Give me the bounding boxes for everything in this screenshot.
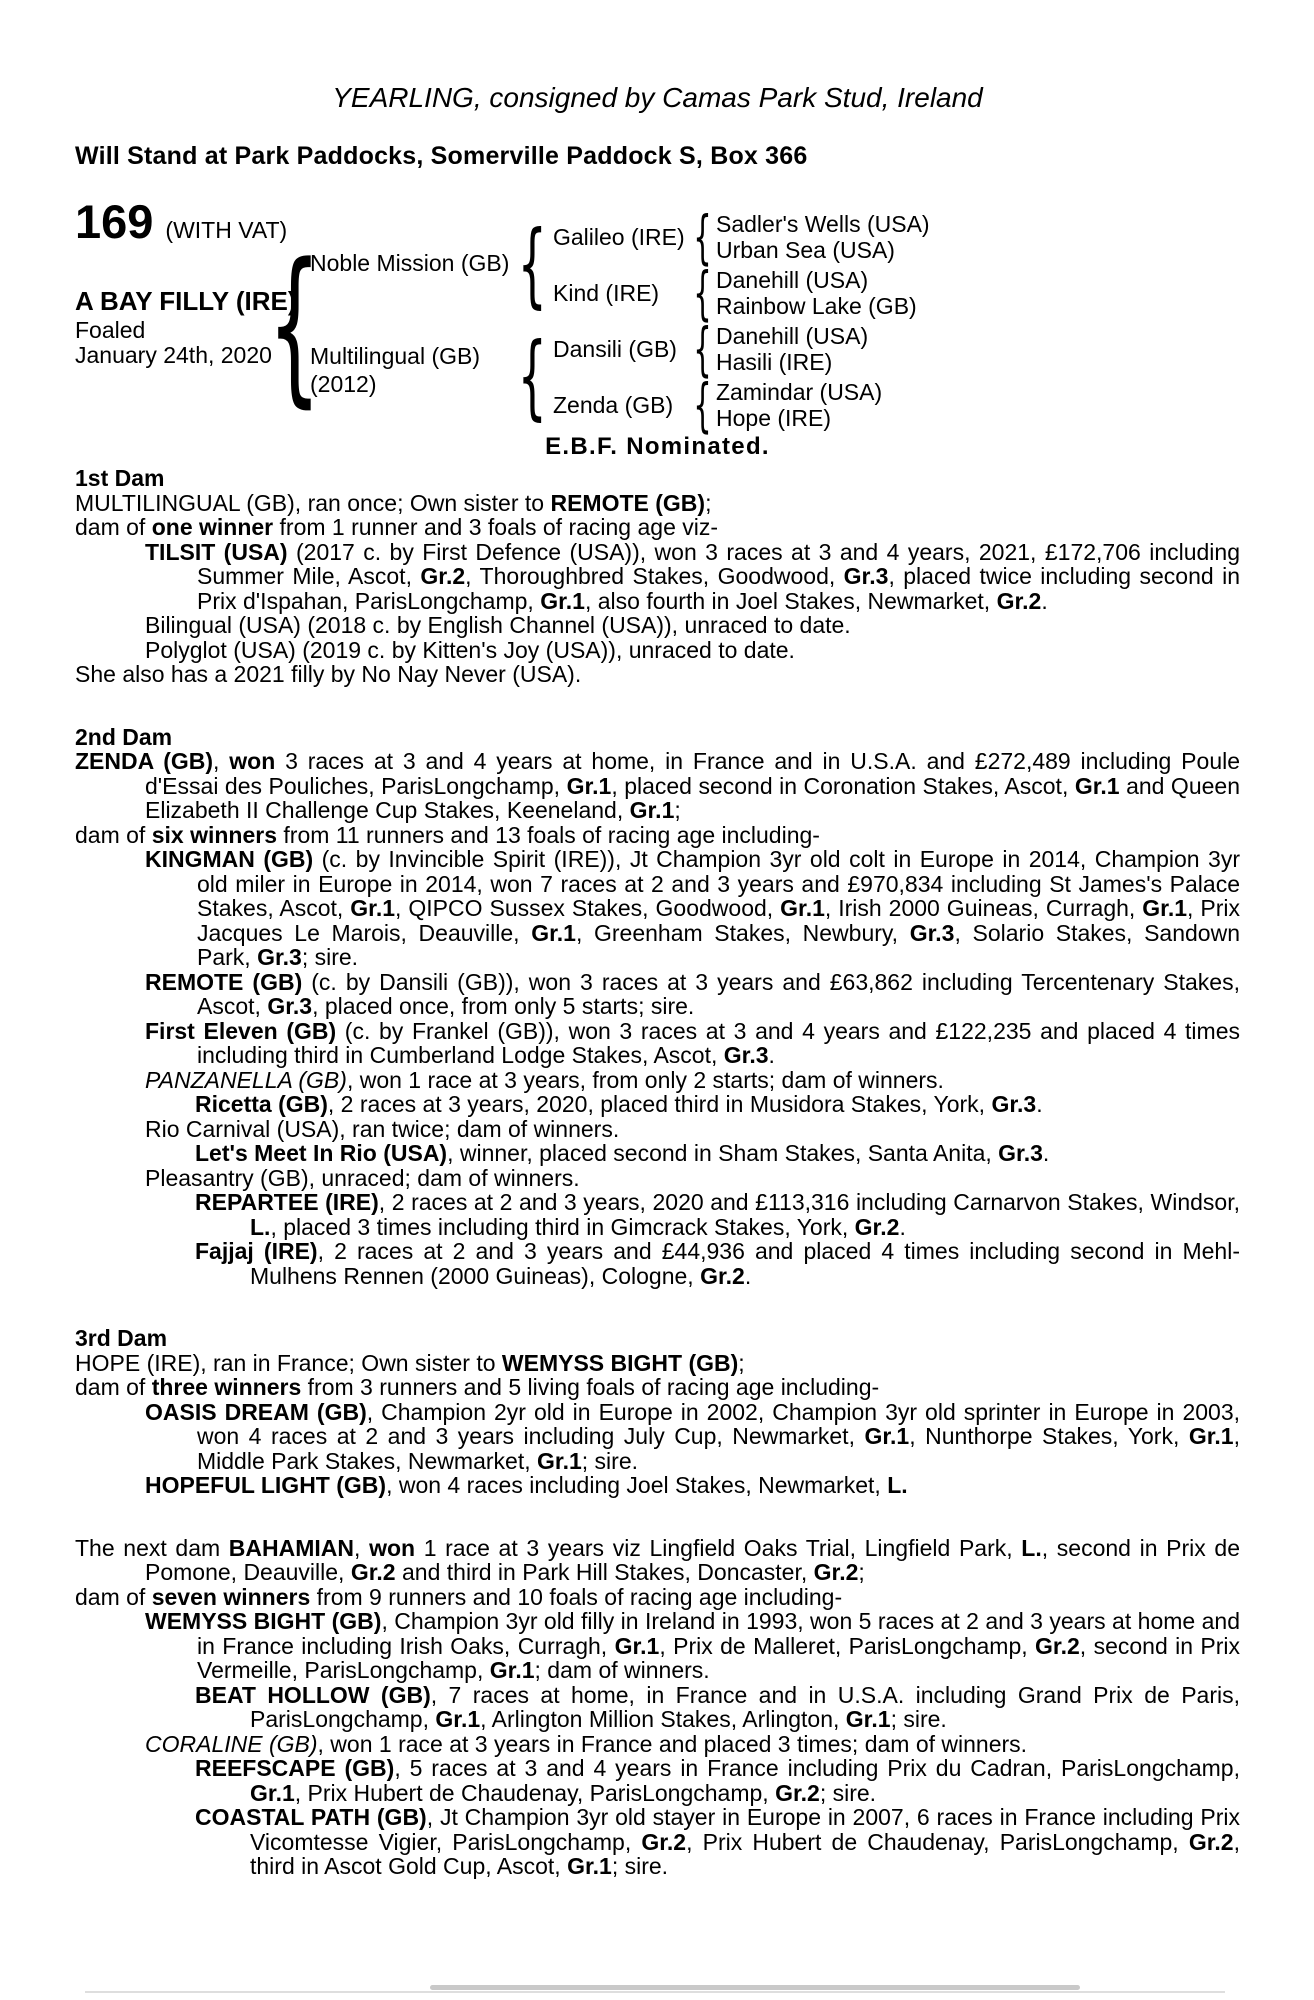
pedigree-great-grandparent: Hope (IRE) bbox=[716, 405, 832, 431]
pedigree-text-paragraph: WEMYSS BIGHT (GB), Champion 3yr old filly in Ireland in 1993, won 5 races at 2 and 3 years at home and in France including Irish Oaks, Curragh, Gr.1, Prix de Malleret, ParisLongchamp, Gr.2, second in Prix Vermeille, ParisLongchamp, Gr.1; dam of winners. bbox=[145, 1608, 1241, 1683]
pedigree-grandsire-2: Dansili (GB) bbox=[553, 336, 677, 362]
section-heading-1st-dam: 1st Dam bbox=[75, 465, 165, 491]
pedigree-text-paragraph: Pleasantry (GB), unraced; dam of winners. bbox=[145, 1164, 580, 1191]
pedigree-brace-ggp-4: { bbox=[692, 371, 712, 439]
pedigree-great-grandparent: Danehill (USA) bbox=[716, 267, 869, 293]
scan-artifact bbox=[430, 1985, 1080, 1990]
pedigree-brace-ggp-2: { bbox=[692, 259, 712, 327]
pedigree-granddam-2: Zenda (GB) bbox=[553, 392, 674, 418]
pedigree-text-paragraph: TILSIT (USA) (2017 c. by First Defence (USA)), won 3 races at 3 and 4 years, 2021, £172,706 including Summer Mile, Ascot, Gr.2, Thoroughbred Stakes, Goodwood, Gr.3, placed twice including second in Prix d'Ispahan, ParisLongchamp, Gr.1, also fourth in Joel Stakes, Newmarket, Gr.2. bbox=[145, 538, 1240, 614]
pedigree-brace-dam-parents: { bbox=[517, 323, 547, 430]
pedigree-text-paragraph: ZENDA (GB), won 3 races at 3 and 4 years at home, in France and in U.S.A. and £272,489 including Poule d'Essai des Pouliches, ParisLongchamp, Gr.1, placed second in Coronation Stakes, Ascot, Gr.1 and Queen Elizabeth II Challenge Cup Stakes, Keeneland, Gr.1; bbox=[75, 748, 1241, 823]
section-2nd-dam bbox=[75, 725, 1240, 1289]
pedigree-great-grandparent: Sadler's Wells (USA) bbox=[716, 211, 930, 237]
catalogue-body bbox=[75, 434, 1240, 1879]
lot-vat-note: (WITH VAT) bbox=[165, 217, 288, 243]
pedigree-text-paragraph: HOPE (IRE), ran in France; Own sister to WEMYSS BIGHT (GB); bbox=[75, 1349, 745, 1376]
section-paragraphs bbox=[75, 491, 1240, 687]
page-title: YEARLING, consigned by Camas Park Stud, Ireland bbox=[332, 82, 983, 113]
pedigree-great-grandparent: Rainbow Lake (GB) bbox=[716, 293, 917, 319]
pedigree-dam: Multilingual (GB) bbox=[310, 343, 480, 369]
pedigree-text-paragraph: Ricetta (GB), 2 races at 3 years, 2020, placed third in Musidora Stakes, York, Gr.3. bbox=[195, 1091, 1043, 1117]
pedigree-text-paragraph: Rio Carnival (USA), ran twice; dam of winners. bbox=[145, 1115, 620, 1142]
pedigree-text-paragraph: Bilingual (USA) (2018 c. by English Channel (USA)), unraced to date. bbox=[145, 612, 851, 638]
pedigree-great-grandparent: Zamindar (USA) bbox=[716, 379, 883, 405]
foaled-label: Foaled bbox=[75, 317, 146, 343]
pedigree-text-paragraph: dam of one winner from 1 runner and 3 foals of racing age viz- bbox=[75, 514, 719, 540]
pedigree-text-paragraph: COASTAL PATH (GB), Jt Champion 3yr old stayer in Europe in 2007, 6 races in France including Prix Vicomtesse Vigier, ParisLongchamp, Gr.2, Prix Hubert de Chaudenay, ParisLongchamp, Gr.2, third in Ascot Gold Cup, Ascot, Gr.1; sire. bbox=[195, 1804, 1240, 1879]
pedigree-text-paragraph: dam of seven winners from 9 runners and 10 foals of racing age including- bbox=[75, 1583, 843, 1610]
pedigree-text-paragraph: REPARTEE (IRE), 2 races at 2 and 3 years, 2020 and £113,316 including Carnarvon Stakes, Windsor, L., placed 3 times including third in Gimcrack Stakes, York, Gr.2. bbox=[195, 1189, 1240, 1240]
section-next-dam bbox=[75, 1536, 1240, 1879]
section-heading-3rd-dam: 3rd Dam bbox=[75, 1325, 168, 1351]
section-3rd-dam bbox=[75, 1326, 1240, 1498]
pedigree-text-paragraph: MULTILINGUAL (GB), ran once; Own sister to REMOTE (GB); bbox=[75, 489, 712, 516]
horse-description: A BAY FILLY (IRE) bbox=[75, 286, 297, 316]
pedigree-text-paragraph: The next dam BAHAMIAN, won 1 race at 3 years viz Lingfield Oaks Trial, Lingfield Park, L., second in Prix de Pomone, Deauville, Gr.2 and third in Park Hill Stakes, Doncaster, Gr.2; bbox=[75, 1534, 1240, 1585]
pedigree-brace-generation1: { bbox=[267, 227, 321, 423]
pedigree-dam-year: (2012) bbox=[310, 371, 377, 397]
pedigree-text-paragraph: KINGMAN (GB) (c. by Invincible Spirit (IRE)), Jt Champion 3yr old colt in Europe in 2014, Champion 3yr old miler in Europe in 2014, won 7 races at 2 and 3 years and £970,834 including St James's Palace Stakes, Ascot, Gr.1, QIPCO Sussex Stakes, Goodwood, Gr.1, Irish 2000 Guineas, Curragh, Gr.1, Prix Jacques Le Marois, Deauville, Gr.1, Greenham Stakes, Newbury, Gr.3, Solario Stakes, Sandown Park, Gr.3; sire. bbox=[145, 846, 1240, 970]
pedigree-text-paragraph: HOPEFUL LIGHT (GB), won 4 races including Joel Stakes, Newmarket, L. bbox=[145, 1472, 908, 1498]
pedigree-text-paragraph: Fajjaj (IRE), 2 races at 2 and 3 years and £44,936 and placed 4 times including second in Mehl-Mulhens Rennen (2000 Guineas), Cologne, Gr.2. bbox=[195, 1238, 1240, 1289]
pedigree-great-grandparent: Hasili (IRE) bbox=[716, 349, 833, 375]
section-1st-dam bbox=[75, 466, 1240, 687]
pedigree-sire: Noble Mission (GB) bbox=[310, 250, 510, 276]
lot-number: 169 bbox=[75, 195, 154, 248]
section-paragraphs bbox=[75, 1351, 1240, 1498]
pedigree-text-paragraph: BEAT HOLLOW (GB), 7 races at home, in France and in U.S.A. including Grand Prix de Paris, ParisLongchamp, Gr.1, Arlington Million Stakes, Arlington, Gr.1; sire. bbox=[195, 1681, 1240, 1732]
pedigree-text-paragraph: She also has a 2021 filly by No Nay Never (USA). bbox=[75, 661, 582, 687]
pedigree-text-paragraph: REEFSCAPE (GB), 5 races at 3 and 4 years in France including Prix du Cadran, ParisLongchamp, Gr.1, Prix Hubert de Chaudenay, ParisLongchamp, Gr.2; sire. bbox=[195, 1755, 1240, 1806]
pedigree-granddam-1: Kind (IRE) bbox=[553, 280, 660, 306]
lot-header bbox=[75, 195, 288, 248]
section-heading-2nd-dam: 2nd Dam bbox=[75, 723, 173, 750]
foaled-date: January 24th, 2020 bbox=[75, 342, 272, 368]
pedigree-text-paragraph: PANZANELLA (GB), won 1 race at 3 years, from only 2 starts; dam of winners. bbox=[145, 1066, 944, 1093]
pedigree-brace-sire-parents: { bbox=[517, 211, 547, 318]
pedigree-text-paragraph: Polyglot (USA) (2019 c. by Kitten's Joy (USA)), unraced to date. bbox=[145, 636, 795, 663]
pedigree-text-paragraph: REMOTE (GB) (c. by Dansili (GB)), won 3 races at 3 years and £63,862 including Tercentenary Stakes, Ascot, Gr.3, placed once, from only 5 starts; sire. bbox=[145, 968, 1240, 1019]
pedigree-text-paragraph: dam of three winners from 3 runners and 5 living foals of racing age including- bbox=[75, 1374, 880, 1400]
pedigree-great-grandparent: Urban Sea (USA) bbox=[716, 237, 895, 263]
pedigree-brace-ggp-3: { bbox=[692, 315, 712, 383]
pedigree-text-paragraph: OASIS DREAM (GB), Champion 2yr old in Europe in 2002, Champion 3yr old sprinter in Europe in 2003, won 4 races at 2 and 3 years including July Cup, Newmarket, Gr.1, Nunthorpe Stakes, York, Gr.1, Middle Park Stakes, Newmarket, Gr.1; sire. bbox=[145, 1398, 1241, 1474]
pedigree-text-paragraph: Let's Meet In Rio (USA), winner, placed second in Sham Stakes, Santa Anita, Gr.3. bbox=[195, 1140, 1050, 1166]
section-paragraphs bbox=[75, 1536, 1240, 1879]
pedigree-text-paragraph: dam of six winners from 11 runners and 13 foals of racing age including- bbox=[75, 821, 820, 848]
pedigree-text-paragraph: CORALINE (GB), won 1 race at 3 years in France and placed 3 times; dam of winners. bbox=[145, 1730, 1028, 1757]
stand-location-line: Will Stand at Park Paddocks, Somerville Paddock S, Box 366 bbox=[75, 142, 808, 170]
pedigree-grandsire-1: Galileo (IRE) bbox=[553, 224, 685, 250]
scan-artifact bbox=[85, 1991, 1225, 1993]
ebf-nominated-line: E.B.F. Nominated. bbox=[545, 433, 770, 460]
section-paragraphs bbox=[75, 749, 1240, 1288]
pedigree-brace-ggp-1: { bbox=[692, 203, 712, 271]
pedigree-text-paragraph: First Eleven (GB) (c. by Frankel (GB)), won 3 races at 3 and 4 years and £122,235 and placed 4 times including third in Cumberland Lodge Stakes, Ascot, Gr.3. bbox=[145, 1017, 1240, 1068]
pedigree-great-grandparent: Danehill (USA) bbox=[716, 323, 869, 349]
